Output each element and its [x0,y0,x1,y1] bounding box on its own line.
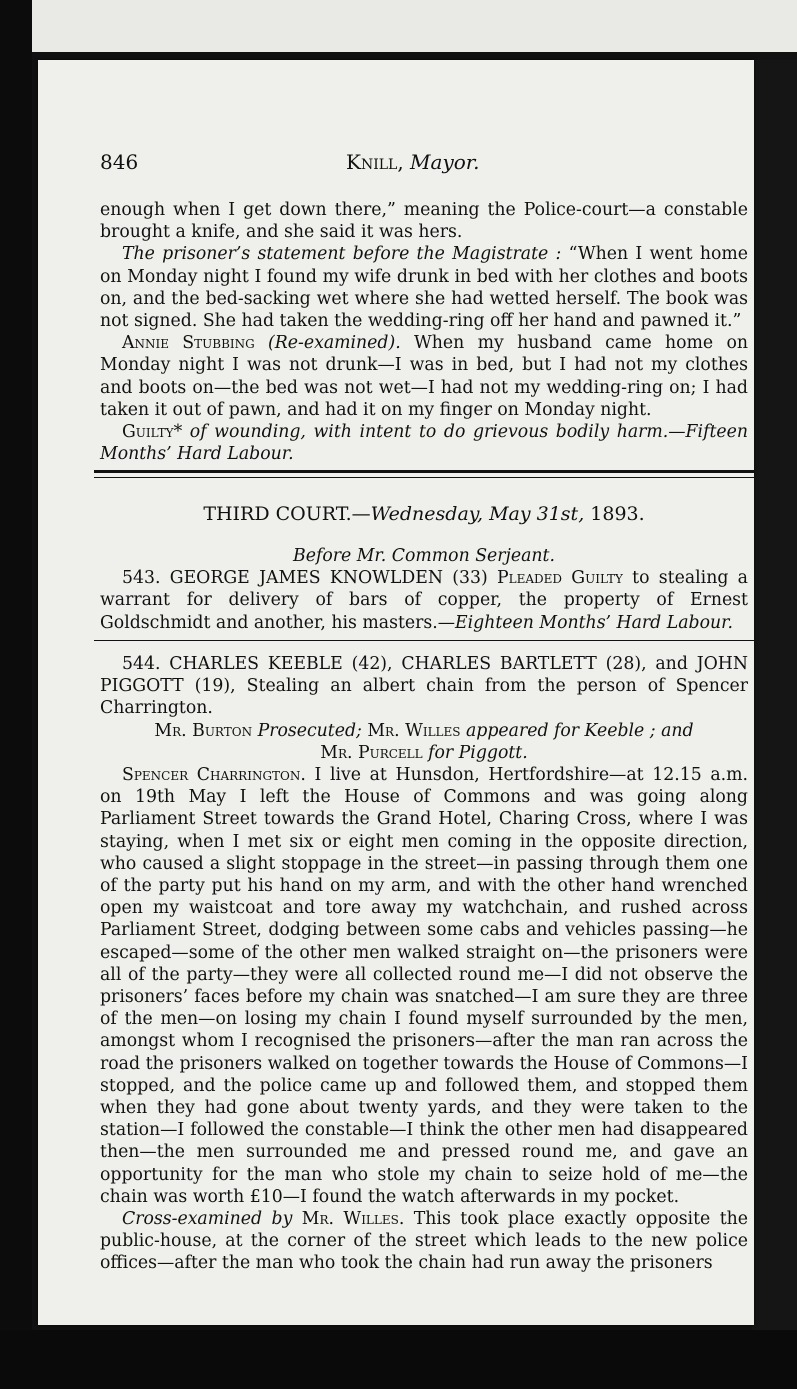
before-judge: Before Mr. Common Serjeant. [293,546,555,566]
verdict-word: Guilty* [122,422,183,443]
section-rule-lower [94,477,754,478]
witness-name: Annie Stubbing [122,333,255,354]
counsel-line-1 [100,720,748,742]
witness-note: (Re-examined). [268,333,401,354]
case-543-sentence: Eighteen Months’ Hard Labour. [455,612,733,633]
witness-charrington: Spencer Charrington. [122,765,306,786]
paragraph-witness-reexamined [100,332,748,421]
page-header [100,150,748,178]
counsel-piggott-role: for Piggott. [422,742,528,763]
witness-text: When my husband came home on Monday night I was not drunk—I was in bed, but I had not my clothes and boots on—the bed was not wet—I had not my wedding-ring on; I had taken it out of pawn, and had it on my finger on Monday night. [100,333,748,420]
case-543-charge: to stealing a warrant for delivery of bars of copper, the property of Ernest Goldschmidt and another, his masters.— [100,568,748,633]
paragraph-continuation: enough when I get down there,” meaning the Police-court—a constable brought a knife, and she said it was hers. [100,200,748,243]
counsel-prosecution: Mr. Burton [154,720,253,741]
cross-text: This took place exactly opposite the public-house, at the corner of the street which leads to the new police offices—after the man who took the chain had run away the prisoners [100,1209,748,1274]
case-543-text [100,567,748,634]
counsel-keeble-role: appeared for Keeble ; and [460,720,694,741]
cross-counsel: Mr. Willes. [292,1209,405,1230]
book-spine [0,0,32,1389]
court-name: THIRD COURT.— [203,503,371,525]
scan-bottom-edge [0,1330,797,1389]
page-number: 846 [100,150,139,174]
running-head-title: Mayor. [410,150,480,174]
statement-lead: The prisoner’s statement before the Magistrate : [122,244,562,265]
counsel-prosecution-role: Prosecuted; [252,720,362,741]
court-heading [100,503,748,525]
case-543-defendant: 543. GEORGE JAMES KNOWLDEN (33) [122,568,488,589]
case-544-defendants: 544. CHARLES KEEBLE (42), CHARLES BARTLETT (28), and JOHN PIGGOTT (19), [100,654,748,697]
case-544-caption [100,653,748,720]
case-543-plea: Pleaded Guilty [487,568,623,589]
court-year: 1893. [584,503,645,525]
case-543 [100,545,748,634]
witness-testimony [100,764,748,1208]
paragraph-verdict [100,421,748,465]
verdict-text: of wounding, with intent to do grievous bodily harm.—Fifteen Months’ Hard Labour. [100,422,748,465]
testimony-text: I live at Hunsdon, Hertfordshire—at 12.15 a.m. on 19th May I left the House of Commons and was going along Parliament Street towards the Grand Hotel, Charing Cross, where I was staying, when I met six or eight men coming in the opposite direction, who caused a slight stoppage in the street—in passing through them one of the party put his hand on my arm, and with the other hand wrenched open my waistcoat and tore away my watchchain, and rushed across Parliament Street, dodging between some cabs and vehicles passing—he escaped—some of the other men walked straight on—the prisoners were all of the party—they were all collected round me—I did not observe the prisoners’ faces before my chain was snatched—I am sure they are three of the men—on losing my chain I found myself surrounded by the men, amongst whom I recognised the prisoners—after the man ran across the road the prisoners walked on together towards the House of Commons—I stopped, and the police came up and followed them, and stopped them when they had gone about twenty yards, and they were taken to the station—I followed the constable—I think the other men had disappeared then—the men surrounded me and pressed round me, and gave an opportunity for the man who stole my chain to seize hold of me—the chain was worth £10—I found the watch afterwards in my pocket. [100,765,748,1207]
section-rule-upper [94,470,754,473]
counsel-keeble: Mr. Willes [361,720,461,741]
court-date: Wednesday, May 31st, [370,503,585,525]
statement-text: “When I went home on Monday night I found my wife drunk in bed with her clothes and boots on, and the bed-sacking wet where she had wetted herself. The book was not signed. She had taken the wedding-ring off her hand and pawned it.” [100,244,748,332]
cross-label: Cross-examined by [122,1209,293,1230]
paragraph-prisoner-statement [100,243,748,332]
case-544 [100,653,748,1275]
book-page [38,60,754,1325]
scan-top-edge [0,0,797,52]
counsel-piggott: Mr. Purcell [320,742,423,763]
cross-examination [100,1208,748,1275]
previous-case-text [100,199,748,465]
counsel-line-2 [100,742,748,764]
running-head [346,150,480,174]
case-544-charge: Stealing an albert chain from the person of Spencer Charrington. [100,676,748,719]
running-head-name: Knill, [346,150,404,174]
case-divider [94,640,754,641]
scan-right-edge [752,60,797,1360]
